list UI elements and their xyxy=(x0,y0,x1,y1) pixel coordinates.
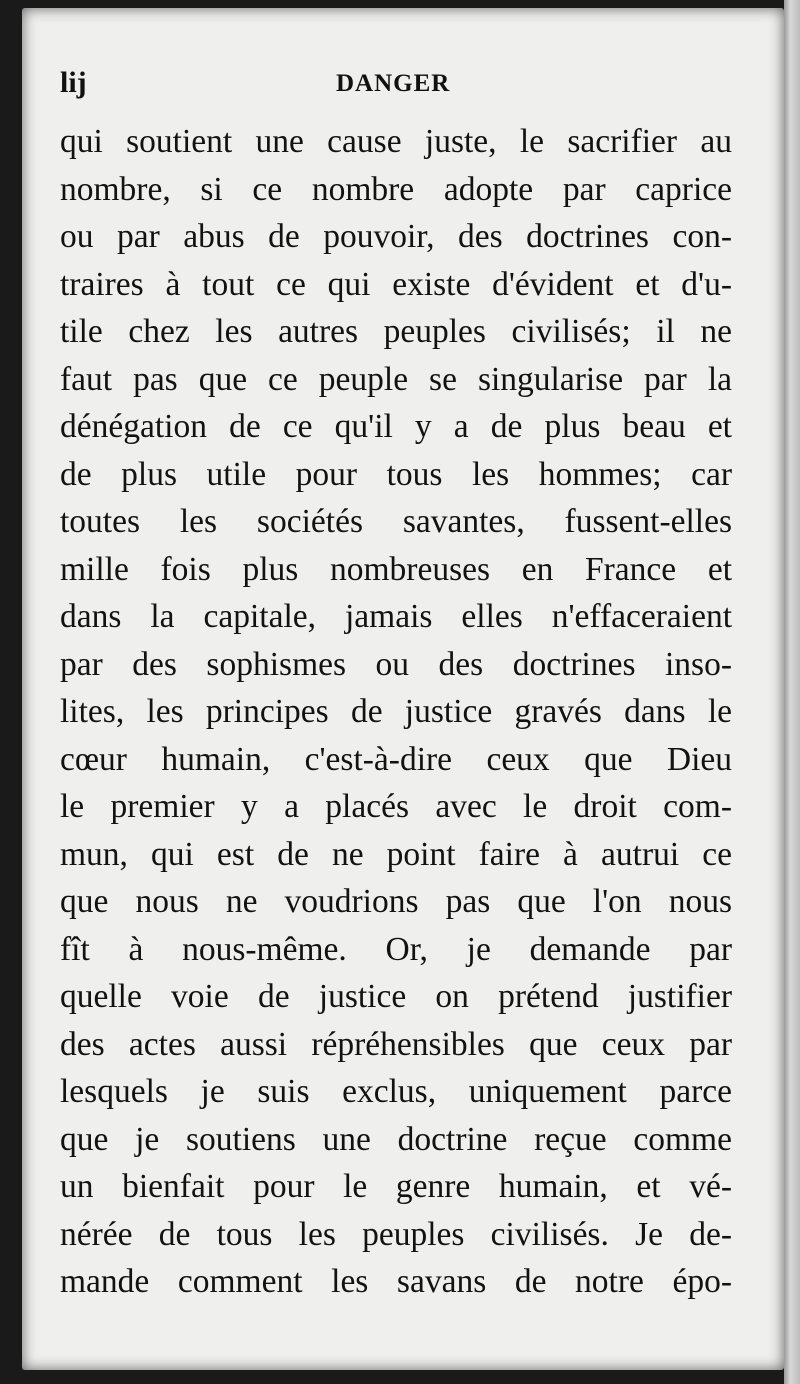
text-line: le premier y a placés avec le droit com- xyxy=(60,788,732,825)
text-line: traires à tout ce qui existe d'évident et d'u- xyxy=(60,265,732,303)
body-text xyxy=(60,118,732,1306)
text-line: fît à nous-même. Or, je demande par xyxy=(60,930,732,968)
text-line: nombre, si ce nombre adopte par caprice xyxy=(60,170,732,208)
text-line: par des sophismes ou des doctrines inso- xyxy=(60,645,732,683)
text-line: mille fois plus nombreuses en France et xyxy=(60,550,732,588)
text-line: que je soutiens une doctrine reçue comme xyxy=(60,1120,732,1158)
text-line: cœur humain, c'est-à-dire ceux que Dieu xyxy=(60,740,732,778)
text-line: que nous ne voudrions pas que l'on nous xyxy=(60,883,732,920)
running-title: DANGER xyxy=(336,70,451,97)
text-line: mande comment les savans de notre épo- xyxy=(60,1263,732,1300)
text-line: de plus utile pour tous les hommes; car xyxy=(60,455,732,493)
text-line: qui soutient une cause juste, le sacrifier au xyxy=(60,123,732,160)
page-header xyxy=(60,66,740,106)
text-line: toutes les sociétés savantes, fussent-elles xyxy=(60,503,732,540)
text-line: nérée de tous les peuples civilisés. Je de- xyxy=(60,1215,732,1253)
page-edge-shadow xyxy=(784,0,800,1384)
text-line: tile chez les autres peuples civilisés; il ne xyxy=(60,313,732,350)
text-line: dans la capitale, jamais elles n'effaceraient xyxy=(60,598,732,635)
text-line: lesquels je suis exclus, uniquement parce xyxy=(60,1073,732,1110)
text-line: quelle voie de justice on prétend justifier xyxy=(60,978,732,1015)
text-line: un bienfait pour le genre humain, et vé- xyxy=(60,1168,732,1205)
text-line: faut pas que ce peuple se singularise par la xyxy=(60,360,732,398)
text-line: des actes aussi répréhensibles que ceux par xyxy=(60,1025,732,1063)
page-number: lij xyxy=(60,66,87,99)
text-line: ou par abus de pouvoir, des doctrines con- xyxy=(60,218,732,255)
text-line: lites, les principes de justice gravés dans le xyxy=(60,693,732,730)
text-line: mun, qui est de ne point faire à autrui ce xyxy=(60,835,732,873)
text-line: dénégation de ce qu'il y a de plus beau et xyxy=(60,408,732,445)
